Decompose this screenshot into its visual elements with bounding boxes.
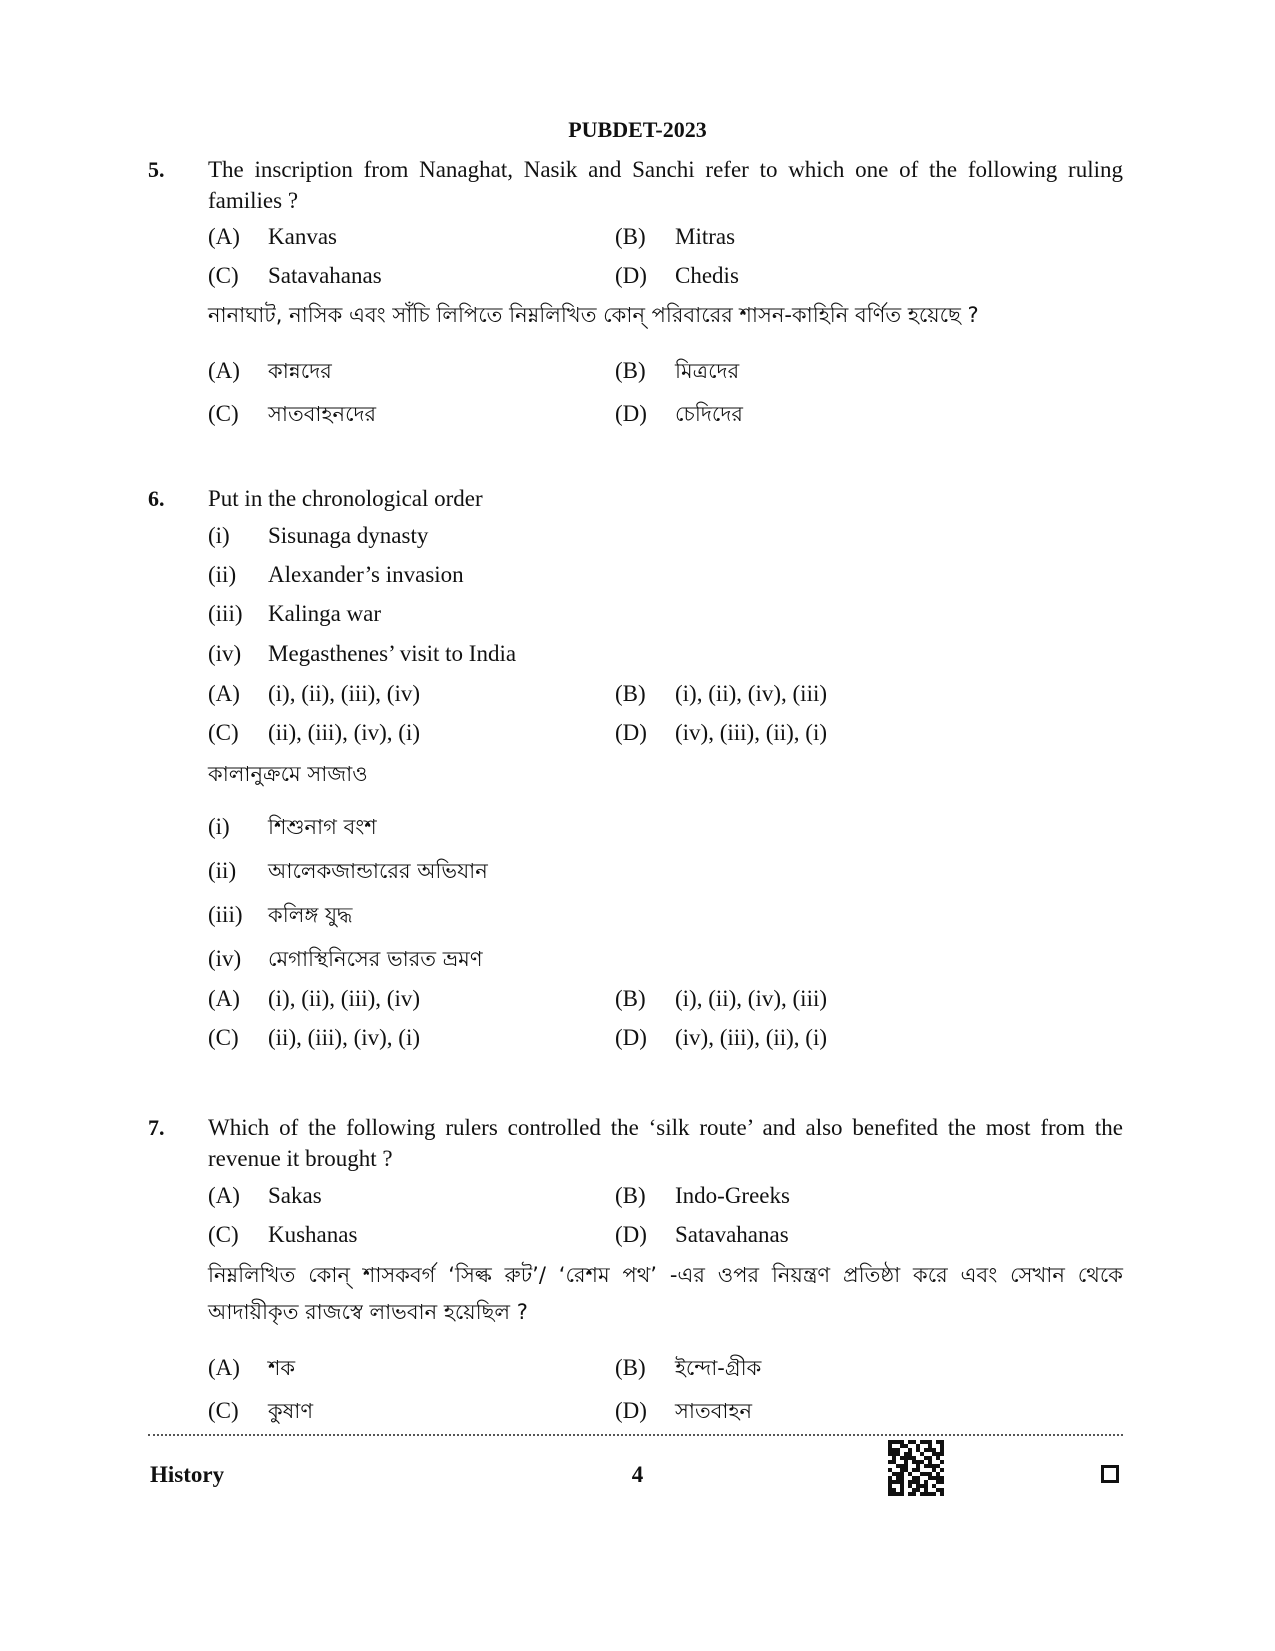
question-6-text-en: Put in the chronological order — [208, 486, 483, 511]
q7-option-c-en: (C) Kushanas — [208, 1222, 358, 1247]
q5-option-a-bn: (A) কান্নদের — [208, 358, 332, 383]
page-header-title: PUBDET-2023 — [568, 117, 707, 142]
square-box-icon — [1101, 1465, 1119, 1483]
q7-option-a-en: (A) Sakas — [208, 1183, 322, 1208]
q6-item-iii-en: (iii) Kalinga war — [208, 601, 382, 626]
q6-item-i-bn: (i) শিশুনাগ বংশ — [208, 814, 377, 839]
question-5-number: 5. — [148, 157, 165, 182]
q6-option-c-en: (C) (ii), (iii), (iv), (i) — [208, 720, 421, 745]
question-7-text-bn: নিম্নলিখিত কোন্ শাসকবর্গ ‘সিল্ক রুট’/ ‘রেশম পথ’ -এর ওপর নিয়ন্ত্রণ প্রতিষ্ঠা করে এবং সেখান থেকে আদায়ীকৃত রাজস্বে লাভবান হয়েছিল ? — [208, 1263, 1123, 1324]
footer-divider — [148, 1434, 1123, 1436]
q6-option-a-bn: (A) (i), (ii), (iii), (iv) — [208, 986, 421, 1011]
q7-option-b-bn: (B) ইন্দো-গ্রীক — [615, 1355, 762, 1380]
q6-option-b-en: (B) (i), (ii), (iv), (iii) — [615, 681, 828, 706]
question-5-text-en: The inscription from Nanaghat, Nasik and Sanchi refer to which one of the following ruling families ? — [208, 157, 1123, 213]
q5-option-d-en: (D) Chedis — [615, 263, 739, 288]
q6-item-ii-en: (ii) Alexander’s invasion — [208, 562, 464, 587]
q5-option-b-en: (B) Mitras — [615, 224, 736, 249]
q6-item-i-en: (i) Sisunaga dynasty — [208, 523, 429, 548]
q5-option-a-en: (A) Kanvas — [208, 224, 337, 249]
qr-code-icon — [888, 1440, 944, 1496]
q6-item-iii-bn: (iii) কলিঙ্গ যুদ্ধ — [208, 902, 353, 927]
question-7-number: 7. — [148, 1115, 165, 1140]
q6-item-iv-en: (iv) Megasthenes’ visit to India — [208, 641, 517, 666]
question-6-number: 6. — [148, 486, 165, 511]
q5-option-c-en: (C) Satavahanas — [208, 263, 382, 288]
q7-option-c-bn: (C) কুষাণ — [208, 1398, 314, 1423]
footer-subject: History — [150, 1462, 225, 1487]
q7-option-a-bn: (A) শক — [208, 1355, 296, 1380]
q5-option-c-bn: (C) সাতবাহনদের — [208, 401, 377, 426]
q6-option-d-bn: (D) (iv), (iii), (ii), (i) — [615, 1025, 828, 1050]
q6-option-a-en: (A) (i), (ii), (iii), (iv) — [208, 681, 421, 706]
q7-option-d-en: (D) Satavahanas — [615, 1222, 789, 1247]
q5-option-d-bn: (D) চেদিদের — [615, 401, 743, 426]
footer-page-number: 4 — [631, 1462, 644, 1487]
q7-option-b-en: (B) Indo-Greeks — [615, 1183, 790, 1208]
question-5-text-bn: নানাঘাট, নাসিক এবং সাঁচি লিপিতে নিম্নলিখিত কোন্ পরিবারের শাসন-কাহিনি বর্ণিত হয়েছে ? — [208, 303, 979, 327]
q7-option-d-bn: (D) সাতবাহন — [615, 1398, 753, 1423]
q6-option-b-bn: (B) (i), (ii), (iv), (iii) — [615, 986, 828, 1011]
q6-option-d-en: (D) (iv), (iii), (ii), (i) — [615, 720, 828, 745]
q6-option-c-bn: (C) (ii), (iii), (iv), (i) — [208, 1025, 421, 1050]
question-6-text-bn: কালানুক্রমে সাজাও — [208, 762, 368, 786]
q6-item-iv-bn: (iv) মেগাস্থিনিসের ভারত ভ্রমণ — [208, 946, 483, 971]
q6-item-ii-bn: (ii) আলেকজান্ডারের অভিযান — [208, 858, 488, 883]
question-7-text-en: Which of the following rulers controlled the ‘silk route’ and also benefited the most from the revenue it brought ? — [208, 1115, 1123, 1171]
q5-option-b-bn: (B) মিত্রদের — [615, 358, 740, 383]
